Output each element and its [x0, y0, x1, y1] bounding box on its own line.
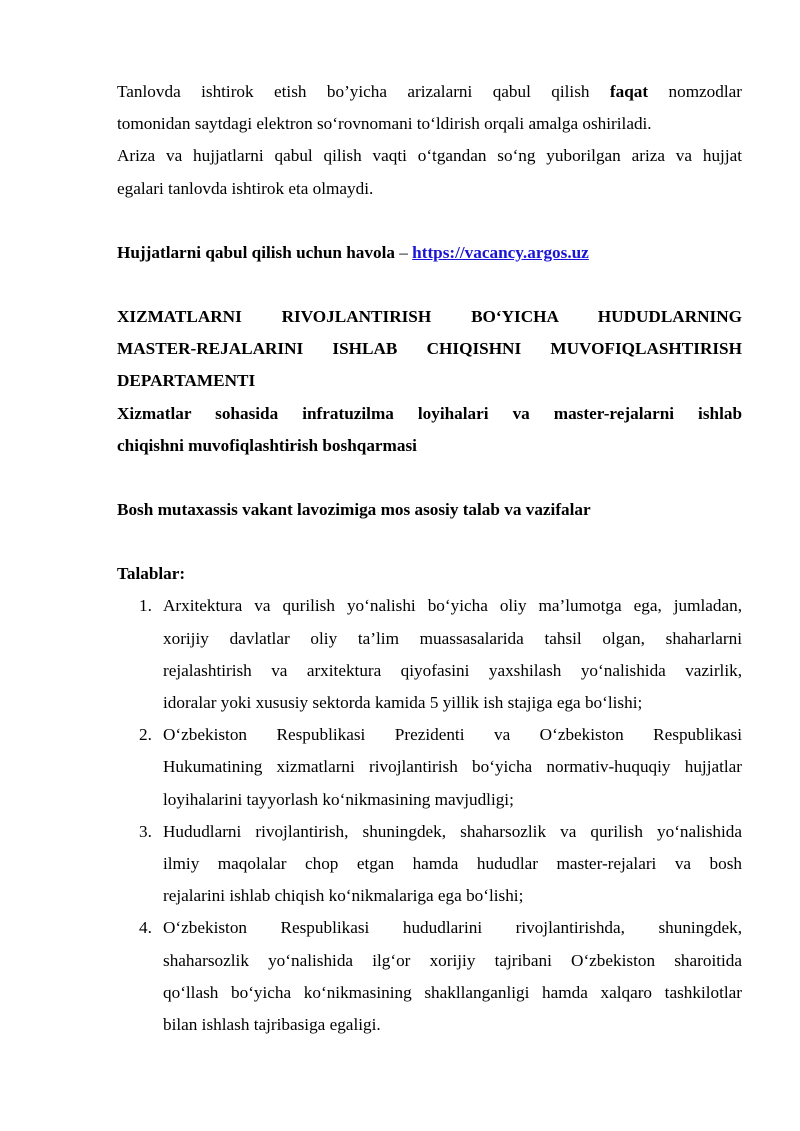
- department-line-2: MASTER-REJALARINI ISHLAB CHIQISHNI MUVOFIQLASHTIRISH: [117, 339, 742, 359]
- list-item-line: bilan ishlash tajribasiga egaligi.: [163, 1015, 381, 1035]
- position-heading-text: Bosh mutaxassis vakant lavozimiga mos asosiy talab va vazifalar: [117, 500, 591, 520]
- list-item-number: 1.: [139, 596, 152, 616]
- list-item: [117, 590, 742, 719]
- list-item-line: xorijiy davlatlar oliy ta’lim muassasalarida tahsil olgan, shaharlarni: [163, 628, 742, 648]
- list-item-line: Hukumatining xizmatlarni rivojlantirish bo‘yicha normativ-huquqiy hujjatlar: [163, 757, 742, 777]
- position-heading: [117, 494, 742, 526]
- list-item-number: 4.: [139, 918, 152, 938]
- intro-p1-text: Tanlovda ishtirok etish bo’yicha arizalarni qabul qilish: [117, 82, 590, 101]
- document-body: [117, 76, 742, 1041]
- application-link[interactable]: https://vacancy.argos.uz: [412, 242, 589, 262]
- application-link-label: Hujjatlarni qabul qilish uchun havola: [117, 242, 395, 262]
- intro-paragraph-2: [117, 140, 742, 204]
- division-line-1: Xizmatlar sohasida infratuzilma loyihalari va master-rejalarni ishlab: [117, 403, 742, 423]
- list-item-line: qo‘llash bo‘yicha ko‘nikmasining shakllanganligi hamda xalqaro tashkilotlar: [163, 982, 742, 1002]
- requirements-list: [117, 590, 742, 1041]
- list-item-line: ilmiy maqolalar chop etgan hamda hududlar master-rejalari va bosh: [163, 854, 742, 874]
- intro-p1-line-2: tomonidan saytdagi elektron so‘rovnomani to‘ldirish orqali amalga oshiriladi.: [117, 114, 652, 134]
- list-item-line: Arxitektura va qurilish yo‘nalishi bo‘yicha oliy ma’lumotga ega, jumladan,: [163, 596, 742, 616]
- list-item-line: O‘zbekiston Respublikasi Prezidenti va O‘zbekiston Respublikasi: [163, 725, 742, 745]
- list-item: [117, 816, 742, 913]
- list-item-line: shaharsozlik yo‘nalishida ilg‘or xorijiy tajribani O‘zbekiston sharoitida: [163, 950, 742, 970]
- requirements-heading-text: Talablar:: [117, 564, 186, 584]
- department-line-3: DEPARTAMENTI: [117, 371, 256, 391]
- list-item-number: 3.: [139, 821, 152, 841]
- intro-p2-line-1: Ariza va hujjatlarni qabul qilish vaqti o‘tgandan so‘ng yuborilgan ariza va hujjat: [117, 146, 742, 166]
- list-item: [117, 719, 742, 816]
- intro-paragraph-1: [117, 76, 742, 140]
- requirements-heading: [117, 558, 742, 590]
- intro-p1-text-after: nomzodlar: [668, 82, 743, 101]
- list-item-line: loyihalarini tayyorlash ko‘nikmasining mavjudligi;: [163, 789, 514, 809]
- department-heading: [117, 301, 742, 398]
- division-heading: [117, 398, 742, 462]
- application-link-dash: –: [394, 242, 413, 262]
- list-item-number: 2.: [139, 725, 152, 745]
- list-item-line: rejalashtirish va arxitektura qiyofasini yaxshilash yo‘nalishida vazirlik,: [163, 660, 742, 680]
- list-item-line: idoralar yoki xususiy sektorda kamida 5 yillik ish stajiga ega bo‘lishi;: [163, 693, 643, 713]
- department-line-1: XIZMATLARNI RIVOJLANTIRISH BO‘YICHA HUDUDLARNING: [117, 307, 742, 327]
- division-line-2: chiqishni muvofiqlashtirish boshqarmasi: [117, 435, 417, 455]
- list-item-line: O‘zbekiston Respublikasi hududlarini rivojlantirishda, shuningdek,: [163, 918, 742, 938]
- application-link-line: [117, 237, 742, 269]
- list-item-line: rejalarini ishlab chiqish ko‘nikmalariga ega bo‘lishi;: [163, 886, 524, 906]
- intro-p1-line-1: [117, 76, 742, 108]
- list-item-line: Hududlarni rivojlantirish, shuningdek, shaharsozlik va qurilish yo‘nalishida: [163, 821, 742, 841]
- list-item: [117, 912, 742, 1041]
- intro-p2-line-2: egalari tanlovda ishtirok eta olmaydi.: [117, 178, 374, 198]
- intro-p1-bold: faqat: [609, 82, 649, 101]
